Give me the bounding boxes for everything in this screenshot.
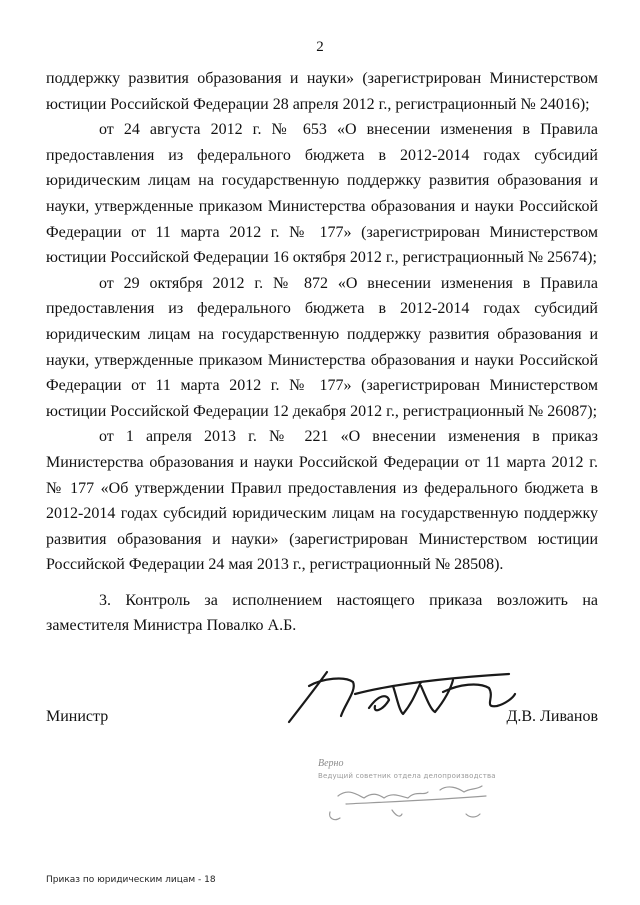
signatory-title: Министр bbox=[46, 708, 109, 725]
document-body bbox=[46, 66, 598, 639]
page-number: 2 bbox=[316, 39, 324, 55]
certifier-position: Ведущий советник отдела делопроизводства bbox=[318, 772, 496, 780]
certification-mark: Верно bbox=[318, 758, 344, 769]
signatory-name: Д.В. Ливанов bbox=[506, 708, 598, 725]
certifier-signature bbox=[316, 780, 492, 824]
paragraph-continuation: поддержку развития образования и науки» (зарегистрирован Министерством юстиции Российской Федерации 28 апреля 2012 г., регистрационный № 24016); bbox=[46, 70, 598, 113]
handwritten-signature bbox=[283, 664, 519, 728]
document-footer: Приказ по юридическим лицам - 18 bbox=[46, 875, 216, 885]
paragraph-order-221: от 1 апреля 2013 г. № 221 «О внесении изменения в приказ Министерства образования и науки Российской Федерации от 11 марта 2012 г. № 177 «Об утверждении Правил предоставления из федерального бюджета в 2012-2014 годах субсидий юридическим лицам на государственную поддержку развития образования и науки» (зарегистрирован Министерством юстиции Российской Федерации 24 мая 2013 г., регистрационный № 28508). bbox=[46, 428, 598, 574]
paragraph-control-clause: 3. Контроль за исполнением настоящего приказа возложить на заместителя Министра Повалко А.Б. bbox=[46, 591, 598, 635]
paragraph-order-872: от 29 октября 2012 г. № 872 «О внесении изменения в Правила предоставления из федерального бюджета в 2012-2014 годах субсидий юридическим лицам на государственную поддержку развития образования и науки, утвержденные приказом Министерства образования и науки Российской Федерации от 11 марта 2012 г. № 177» (зарегистрирован Министерством юстиции Российской Федерации 12 декабря 2012 г., регистрационный № 26087); bbox=[46, 274, 598, 420]
paragraph-order-653: от 24 августа 2012 г. № 653 «О внесении изменения в Правила предоставления из федерального бюджета в 2012-2014 годах субсидий юридическим лицам на государственную поддержку развития образования и науки, утвержденные приказом Министерства образования и науки Российской Федерации от 11 марта 2012 г. № 177» (зарегистрирован Министерством юстиции Российской Федерации 16 октября 2012 г., регистрационный № 25674); bbox=[46, 121, 598, 267]
